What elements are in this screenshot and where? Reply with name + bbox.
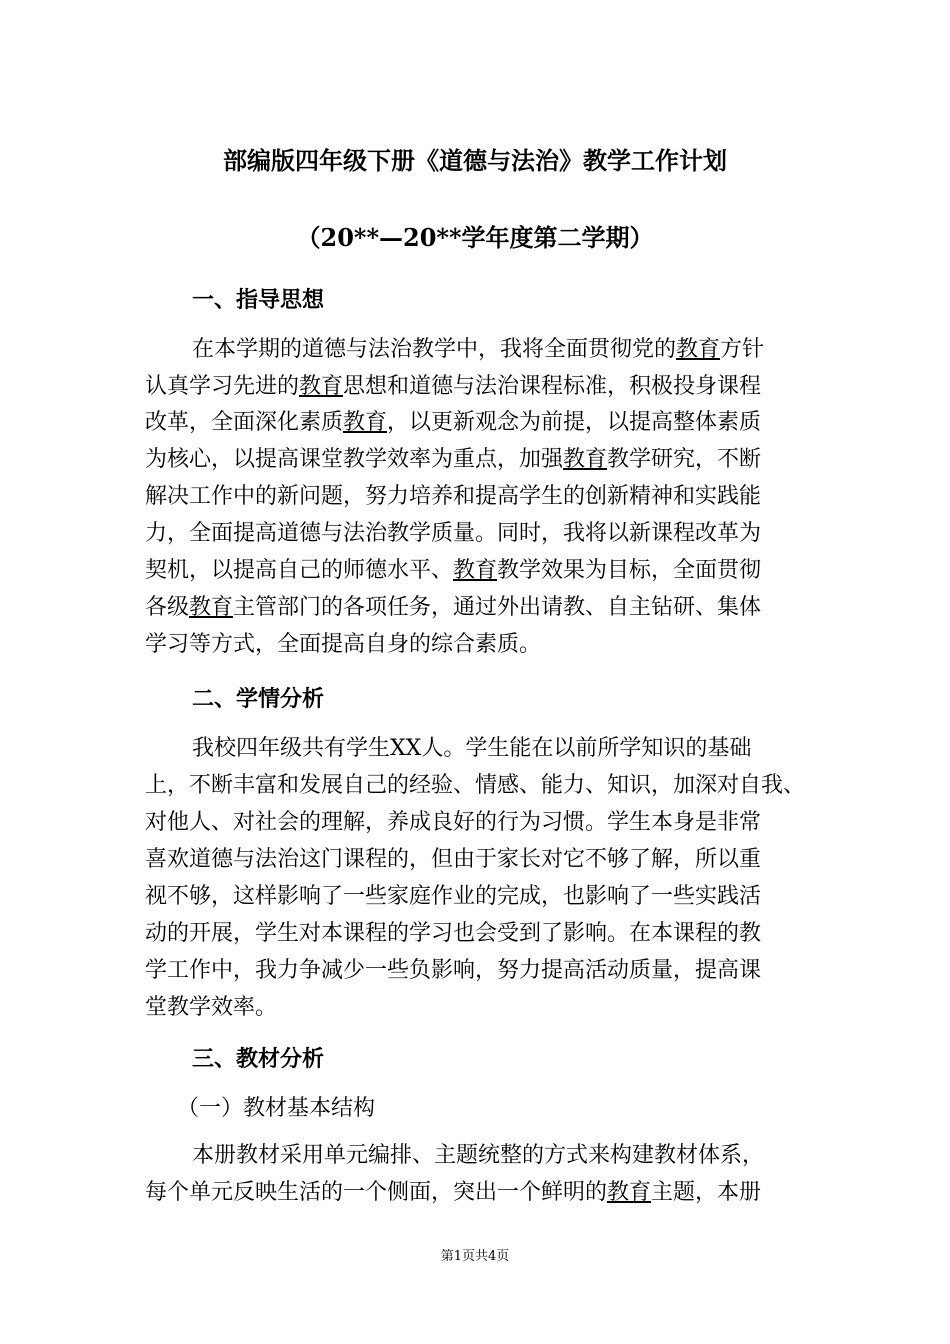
paragraph-line: 每个单元反映生活的一个侧面，突出一个鲜明的教育主题，本册 [145,1180,762,1205]
section-heading-learning-analysis: 二、学情分析 [192,686,325,712]
paragraph-line: 堂教学效率。 [145,995,278,1020]
education-link[interactable]: 教育 [343,410,388,435]
paragraph-line: 各级教育主管部门的各项任务，通过外出请教、自主钻研、集体 [145,595,762,620]
section-heading-guiding-thought: 一、指导思想 [192,287,325,313]
paragraph-line: 上，不断丰富和发展自己的经验、情感、能力、知识，加深对自我、 [145,773,806,798]
paragraph-line: 本册教材采用单元编排、主题统整的方式来构建教材体系， [192,1143,765,1168]
paragraph-line: 在本学期的道德与法治教学中，我将全面贯彻党的教育方针 [192,337,765,362]
paragraph-line: 改革，全面深化素质教育，以更新观念为前提，以提高整体素质 [145,410,762,435]
education-link[interactable]: 教育 [189,595,234,620]
education-link[interactable]: 教育 [607,1180,652,1205]
section-heading-textbook-analysis: 三、教材分析 [192,1046,325,1072]
education-link[interactable]: 教育 [453,558,498,583]
paragraph-line: 我校四年级共有学生XX人。学生能在以前所学知识的基础 [192,736,752,761]
paragraph-line: 契机，以提高自己的师德水平、教育教学效果为目标，全面贯彻 [145,558,762,583]
paragraph-line: 学习等方式，全面提高自身的综合素质。 [145,632,542,657]
education-link[interactable]: 教育 [563,447,608,472]
paragraph-line: 学工作中，我力争减少一些负影响，努力提高活动质量，提高课 [145,958,762,983]
document-title: 部编版四年级下册《道德与法治》教学工作计划 [223,146,727,175]
document-subtitle: （20**—20**学年度第二学期） [296,223,654,252]
paragraph-line: 力，全面提高道德与法治教学质量。同时，我将以新课程改革为 [145,521,762,546]
page-number-footer: 第1页共4页 [440,1249,510,1264]
paragraph-line: 为核心，以提高课堂教学效率为重点，加强教育教学研究，不断 [145,447,762,472]
paragraph-line: 视不够，这样影响了一些家庭作业的完成，也影响了一些实践活 [145,884,762,909]
subsection-heading: （一）教材基本结构 [177,1096,376,1121]
paragraph-line: 解决工作中的新问题，努力培养和提高学生的创新精神和实践能 [145,484,762,509]
education-link[interactable]: 教育 [299,374,344,399]
paragraph-line: 认真学习先进的教育思想和道德与法治课程标准，积极投身课程 [145,374,762,399]
paragraph-line: 动的开展，学生对本课程的学习也会受到了影响。在本课程的教 [145,921,762,946]
paragraph-line: 喜欢道德与法治这门课程的，但由于家长对它不够了解，所以重 [145,847,762,872]
paragraph-line: 对他人、对社会的理解，养成良好的行为习惯。学生本身是非常 [145,810,762,835]
education-link[interactable]: 教育 [676,337,721,362]
